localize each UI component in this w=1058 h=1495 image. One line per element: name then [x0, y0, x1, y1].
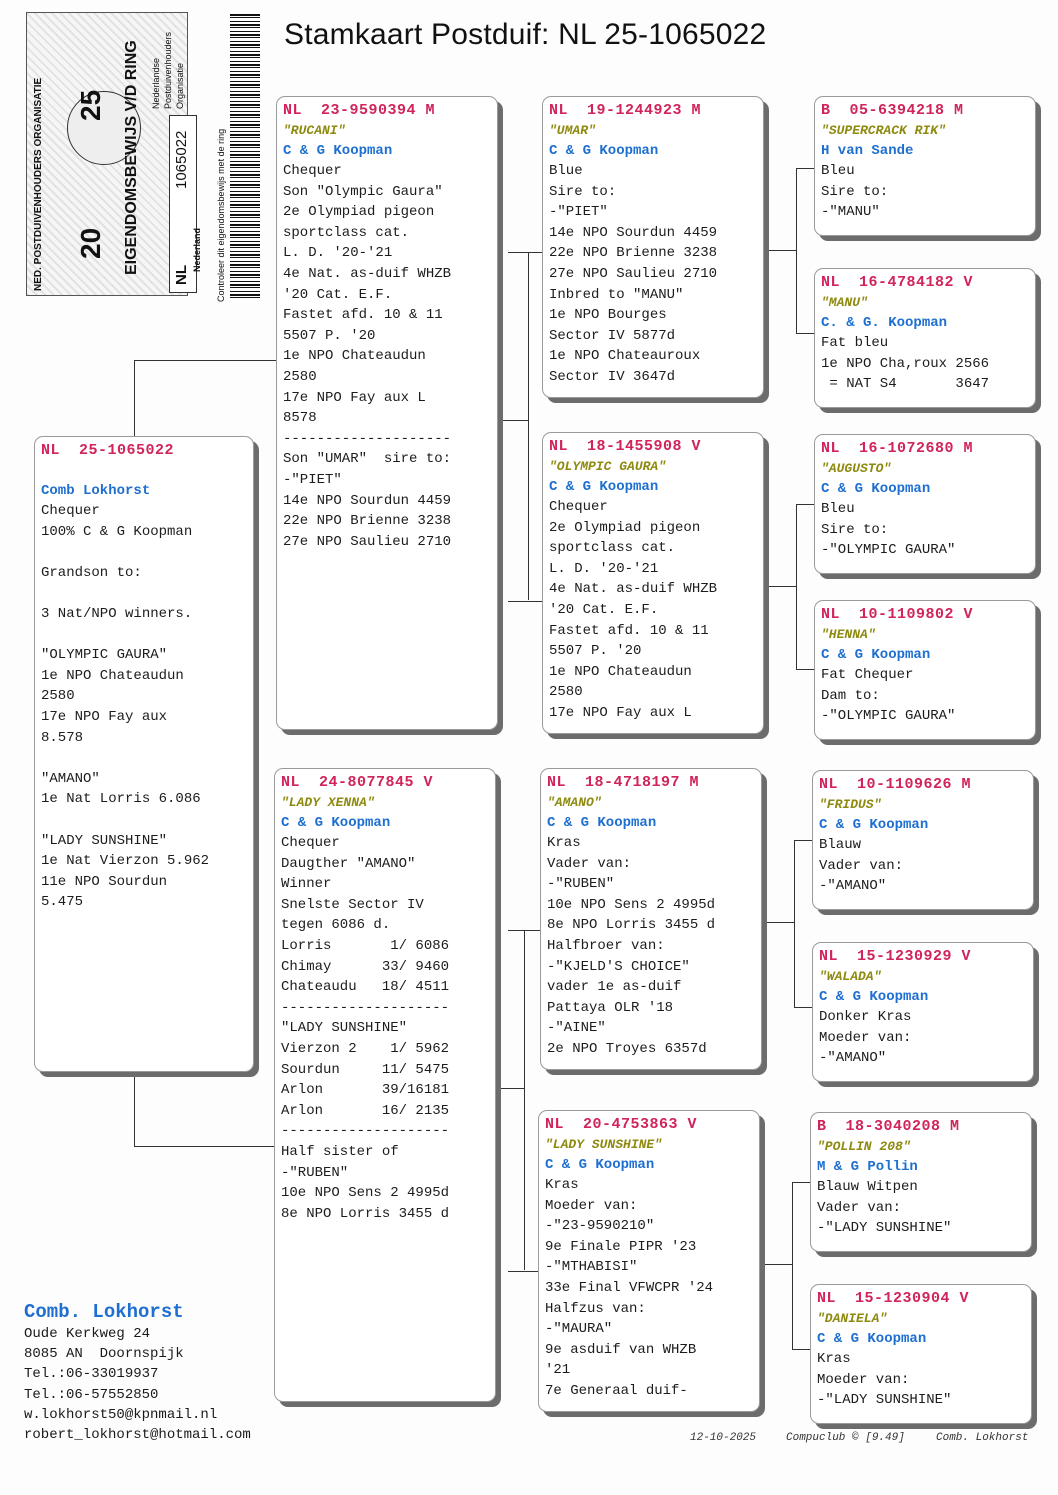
detail-line: Snelste Sector IV	[281, 896, 424, 913]
breeder-name: C & G Koopman	[283, 143, 393, 159]
detail-line: 8e NPO Lorris 3455 d	[281, 1205, 450, 1222]
detail-line: Dam to:	[821, 687, 880, 704]
ring-header: NL 25-1065022	[41, 442, 175, 459]
detail-line: Halfzus van:	[545, 1300, 646, 1317]
detail-line: 2e Olympiad pigeon	[549, 519, 701, 536]
detail-line: Winner	[281, 876, 332, 893]
detail-line: Moeder van:	[545, 1197, 638, 1214]
pigeon-card-ssd	[814, 268, 1036, 408]
pigeon-details	[817, 1177, 1025, 1239]
connector-gp3-stub	[762, 922, 794, 923]
detail-line: Moeder van:	[817, 1371, 910, 1388]
owner-name: Comb. Lokhorst	[24, 1301, 184, 1323]
pigeon-details	[821, 499, 1029, 561]
detail-line: --------------------	[281, 1123, 450, 1140]
address-line: 8085 AN Doornspijk	[24, 1346, 184, 1363]
pigeon-details	[819, 835, 1027, 897]
detail-line: Kras	[547, 835, 581, 851]
detail-line: Blauw	[819, 837, 862, 853]
detail-line: 1e NPO Chateaudun	[41, 667, 184, 684]
address-line: robert_lokhorst@hotmail.com	[24, 1427, 251, 1444]
ring-header: NL 23-9590394 M	[283, 102, 436, 119]
detail-line: 4e Nat. as-duif WHZB	[549, 581, 718, 598]
detail-line: Vierzon 2 1/ 5962	[281, 1040, 450, 1057]
connector-dam-stub	[498, 1088, 524, 1089]
pigeon-card-ss	[542, 96, 764, 398]
detail-line: Pattaya OLR '18	[547, 999, 674, 1016]
detail-line: 4e Nat. as-duif WHZB	[283, 265, 452, 282]
connector-sire-stub	[498, 420, 528, 421]
detail-line: 10e NPO Sens 2 4995d	[281, 1185, 450, 1202]
detail-line: '20 Cat. E.F.	[283, 286, 393, 303]
detail-line: Chateaudu 18/ 4511	[281, 979, 450, 996]
detail-line: 10e NPO Sens 2 4995d	[547, 896, 716, 913]
ring-header: NL 24-8077845 V	[281, 774, 434, 791]
pigeon-card-sds	[814, 434, 1036, 574]
pigeon-details	[283, 161, 491, 552]
pigeon-card-subject	[34, 436, 254, 1072]
ring-number: 1065022	[173, 130, 190, 189]
pigeon-card-sire	[276, 96, 498, 730]
detail-line: Sector IV 3647d	[549, 368, 676, 385]
detail-line: 8e NPO Lorris 3455 d	[547, 917, 716, 934]
detail-line: 9e asduif van WHZB	[545, 1341, 697, 1358]
ring-header: NL 18-4718197 M	[547, 774, 700, 791]
pigeon-details	[549, 161, 757, 388]
breeder-name: M & G Pollin	[817, 1159, 918, 1175]
detail-line: 100% C & G Koopman	[41, 523, 193, 540]
detail-line	[41, 810, 247, 831]
detail-line: Fastet afd. 10 & 11	[283, 307, 443, 324]
address-line: Tel.:06-33019937	[24, 1366, 159, 1383]
detail-line: Blauw Witpen	[817, 1179, 918, 1195]
detail-line: Half sister of	[281, 1143, 399, 1160]
detail-line: 17e NPO Fay aux L	[549, 704, 692, 721]
detail-line: "AMANO"	[41, 770, 100, 787]
detail-line: Son "Olympic Gaura"	[283, 183, 443, 200]
ring-legend-2: Postduivenhouders	[163, 31, 173, 109]
breeder-name: C & G Koopman	[819, 817, 929, 833]
detail-line: Chequer	[281, 835, 340, 851]
detail-line: 27e NPO Saulieu 2710	[549, 265, 718, 282]
ring-barcode	[230, 14, 260, 298]
breeder-name: C & G Koopman	[819, 989, 929, 1005]
pigeon-card-sdd	[814, 600, 1036, 740]
detail-line: = NAT S4 3647	[821, 376, 990, 393]
connector-gp4-stub	[760, 1264, 792, 1265]
detail-line: Son "UMAR" sire to:	[283, 451, 452, 468]
detail-line: Chimay 33/ 9460	[281, 958, 450, 975]
breeder-name: Comb Lokhorst	[41, 483, 151, 499]
pigeon-card-dd	[538, 1110, 760, 1412]
detail-line: sportclass cat.	[283, 224, 410, 241]
pigeon-name: "RUCANI"	[283, 123, 346, 138]
detail-line	[41, 542, 247, 563]
detail-line: -"LADY SUNSHINE"	[817, 1220, 952, 1237]
ring-header: B 18-3040208 M	[817, 1118, 960, 1135]
ring-country: NL	[173, 265, 190, 285]
pigeon-name: "FRIDUS"	[819, 797, 882, 812]
detail-line: 1e Nat Vierzon 5.962	[41, 853, 210, 870]
detail-line: -"AMANO"	[819, 1050, 887, 1067]
detail-line: Sire to:	[549, 183, 617, 200]
detail-line: 2580	[41, 688, 75, 705]
pigeon-card-dds	[810, 1112, 1032, 1252]
detail-line: -"AMANO"	[819, 878, 887, 895]
detail-line: sportclass cat.	[549, 540, 676, 557]
connector-gp2-stub	[764, 586, 796, 587]
detail-line: Kras	[545, 1177, 579, 1193]
detail-line: 1e Nat Lorris 6.086	[41, 791, 201, 808]
pigeon-details	[819, 1007, 1027, 1069]
connector-gp1-stub	[764, 250, 796, 251]
detail-line: Sire to:	[821, 183, 889, 200]
ring-control-text: Controleer dit eigendomsbewijs met de ring	[216, 128, 226, 302]
pigeon-card-sss	[814, 96, 1036, 236]
pigeon-details	[547, 833, 755, 1060]
detail-line: Fastet afd. 10 & 11	[549, 622, 709, 639]
pigeon-details	[817, 1349, 1025, 1411]
ring-header: NL 16-4784182 V	[821, 274, 974, 291]
detail-line: 33e Final VFWCPR '24	[545, 1279, 714, 1296]
detail-line: 2580	[549, 684, 583, 701]
detail-line: 1e NPO Bourges	[549, 307, 667, 324]
pigeon-details	[41, 501, 247, 913]
detail-line: 22e NPO Brienne 3238	[549, 245, 718, 262]
pigeon-card-sd	[542, 432, 764, 734]
detail-line: 1e NPO Cha,roux 2566	[821, 355, 990, 372]
detail-line: 11e NPO Sourdun	[41, 873, 168, 890]
pigeon-name: "LADY XENNA"	[281, 795, 375, 810]
detail-line	[41, 625, 247, 646]
pigeon-name: "MANU"	[821, 295, 868, 310]
detail-line: 9e Finale PIPR '23	[545, 1238, 697, 1255]
detail-line: Bleu	[821, 501, 855, 517]
breeder-name: C & G Koopman	[549, 479, 659, 495]
pigeon-details	[821, 665, 1029, 727]
pigeon-details	[545, 1175, 753, 1402]
detail-line: Daugther "AMANO"	[281, 855, 416, 872]
detail-line: Moeder van:	[819, 1029, 912, 1046]
ring-year-top: 25	[75, 89, 106, 121]
detail-line: 8.578	[41, 729, 84, 746]
connector-sire-parents-v	[528, 252, 529, 600]
detail-line: -"AINE"	[547, 1020, 606, 1037]
breeder-name: C & G Koopman	[821, 647, 931, 663]
detail-line: 14e NPO Sourdun 4459	[549, 224, 718, 241]
ring-header: NL 20-4753863 V	[545, 1116, 698, 1133]
ring-header: NL 18-1455908 V	[549, 438, 702, 455]
detail-line: Kras	[817, 1351, 851, 1367]
detail-line: -"23-9590210"	[545, 1218, 655, 1235]
detail-line: Inbred to "MANU"	[549, 286, 684, 303]
pigeon-name: "AUGUSTO"	[821, 461, 892, 476]
ring-legend-3: Organisatie	[175, 62, 185, 109]
breeder-name: C & G Koopman	[821, 481, 931, 497]
pigeon-name: "SUPERCRACK RIK"	[821, 123, 946, 138]
pigeon-name: "WALADA"	[819, 969, 882, 984]
connector-dam-parents-v	[524, 930, 525, 1270]
pigeon-details	[821, 333, 1029, 395]
detail-line: '21	[545, 1362, 571, 1379]
detail-line: 1e NPO Chateauroux	[549, 348, 701, 365]
pigeon-card-ds	[540, 768, 762, 1070]
pigeon-details	[821, 161, 1029, 223]
ring-header: NL 10-1109802 V	[821, 606, 974, 623]
detail-line: Sourdun 11/ 5475	[281, 1061, 450, 1078]
detail-line: 2580	[283, 368, 317, 385]
pigeon-name: "UMAR"	[549, 123, 596, 138]
ring-year-bottom: 20	[75, 227, 106, 259]
detail-line: -"PIET"	[283, 471, 342, 488]
address-line: Tel.:06-57552850	[24, 1386, 159, 1403]
breeder-name: C & G Koopman	[547, 815, 657, 831]
ring-legend-1: Nederlandse	[151, 57, 161, 109]
detail-line: Chequer	[283, 163, 342, 179]
pigeon-details	[281, 833, 489, 1224]
detail-line: 3 Nat/NPO winners.	[41, 605, 193, 622]
page-title: Stamkaart Postduif: NL 25-1065022	[284, 18, 767, 51]
detail-line: Chequer	[549, 499, 608, 515]
detail-line: 1e NPO Chateaudun	[549, 663, 692, 680]
detail-line: L. D. '20-'21	[283, 245, 393, 262]
ring-certificate	[26, 12, 274, 302]
pigeon-details	[549, 497, 757, 724]
detail-line: Vader van:	[819, 857, 904, 874]
ring-header: NL 15-1230929 V	[819, 948, 972, 965]
connector-subject-sire	[134, 360, 279, 441]
pigeon-card-dss	[812, 770, 1034, 910]
detail-line: "LADY SUNSHINE"	[281, 1020, 408, 1037]
detail-line: Grandson to:	[41, 564, 142, 581]
detail-line: -"LADY SUNSHINE"	[817, 1392, 952, 1409]
detail-line: Sector IV 5877d	[549, 327, 676, 344]
print-date: 12-10-2025	[690, 1432, 757, 1444]
pigeon-name: "POLLIN 208"	[817, 1139, 911, 1154]
pigeon-card-dsd	[812, 942, 1034, 1082]
breeder-name: C & G Koopman	[545, 1157, 655, 1173]
detail-line: L. D. '20-'21	[549, 560, 659, 577]
pigeon-name: "LADY SUNSHINE"	[545, 1137, 663, 1152]
detail-line: 14e NPO Sourdun 4459	[283, 492, 452, 509]
breeder-name: C & G Koopman	[549, 143, 659, 159]
detail-line: Arlon 16/ 2135	[281, 1102, 450, 1119]
connector-subject-dam	[134, 1072, 279, 1147]
pigeon-name: "HENNA"	[821, 627, 876, 642]
ring-header: B 05-6394218 M	[821, 102, 964, 119]
ring-header: NL 19-1244923 M	[549, 102, 702, 119]
pigeon-name: "DANIELA"	[817, 1311, 888, 1326]
detail-line: vader 1e as-duif	[547, 979, 682, 996]
ring-header: NL 15-1230904 V	[817, 1290, 970, 1307]
detail-line: -"KJELD'S CHOICE"	[547, 958, 690, 975]
ring-country-full: Nederland	[192, 227, 202, 272]
detail-line: Vader van:	[817, 1199, 902, 1216]
detail-line: 17e NPO Fay aux L	[283, 389, 426, 406]
breeder-name: C. & G. Koopman	[821, 315, 948, 331]
detail-line	[41, 583, 247, 604]
pigeon-card-ddd	[810, 1284, 1032, 1424]
ring-cert-text: EIGENDOMSBEWIJS V/D RING	[123, 40, 140, 275]
detail-line: "LADY SUNSHINE"	[41, 832, 168, 849]
detail-line: 8578	[283, 410, 317, 427]
connector-sire-parents-h	[508, 252, 544, 602]
owner-address	[24, 1300, 251, 1445]
detail-line: Fat bleu	[821, 335, 889, 351]
detail-line: -"RUBEN"	[281, 1164, 349, 1181]
detail-line: Donker Kras	[819, 1009, 912, 1025]
ring-certificate-card	[26, 12, 188, 296]
detail-line: tegen 6086 d.	[281, 917, 391, 934]
breeder-name: H van Sande	[821, 143, 914, 159]
pigeon-card-dam	[274, 768, 496, 1402]
detail-line: Arlon 39/16181	[281, 1082, 450, 1099]
detail-line: '20 Cat. E.F.	[549, 601, 659, 618]
detail-line: Vader van:	[547, 855, 632, 872]
address-line: w.lokhorst50@kpnmail.nl	[24, 1406, 218, 1423]
detail-line: -"OLYMPIC GAURA"	[821, 542, 956, 559]
detail-line: 5507 P. '20	[549, 643, 642, 660]
detail-line: -"OLYMPIC GAURA"	[821, 708, 956, 725]
footer-owner: Comb. Lokhorst	[936, 1432, 1029, 1444]
pigeon-name: "AMANO"	[547, 795, 602, 810]
detail-line: -"MANU"	[821, 204, 880, 221]
ring-org: NED. POSTDUIVENHOUDERS ORGANISATIE	[33, 77, 44, 291]
detail-line: -"MAURA"	[545, 1321, 613, 1338]
detail-line: Halfbroer van:	[547, 937, 665, 954]
detail-line: -"PIET"	[549, 204, 608, 221]
detail-line: --------------------	[283, 430, 452, 447]
pigeon-name-blank	[41, 461, 247, 481]
detail-line: 27e NPO Saulieu 2710	[283, 533, 452, 550]
pigeon-name: "OLYMPIC GAURA"	[549, 459, 667, 474]
detail-line: Fat Chequer	[821, 667, 914, 683]
breeder-name: C & G Koopman	[281, 815, 391, 831]
address-lines	[24, 1324, 251, 1445]
detail-line: Bleu	[821, 163, 855, 179]
detail-line	[41, 748, 247, 769]
breeder-name: C & G Koopman	[817, 1331, 927, 1347]
detail-line: 22e NPO Brienne 3238	[283, 513, 452, 530]
detail-line: 7e Generaal duif-	[545, 1382, 688, 1399]
address-line: Oude Kerkweg 24	[24, 1326, 151, 1342]
detail-line: 5.475	[41, 894, 84, 911]
detail-line: 17e NPO Fay aux	[41, 708, 168, 725]
detail-line: Lorris 1/ 6086	[281, 937, 450, 954]
detail-line: 1e NPO Chateaudun	[283, 348, 426, 365]
detail-line: Blue	[549, 163, 583, 179]
detail-line: 2e NPO Troyes 6357d	[547, 1040, 707, 1057]
detail-line: "OLYMPIC GAURA"	[41, 647, 168, 664]
ring-header: NL 16-1072680 M	[821, 440, 974, 457]
detail-line: 2e Olympiad pigeon	[283, 204, 435, 221]
detail-line: --------------------	[281, 999, 450, 1016]
ring-header: NL 10-1109626 M	[819, 776, 972, 793]
detail-line: 5507 P. '20	[283, 327, 376, 344]
software-credit: Compuclub © [9.49]	[786, 1432, 905, 1444]
detail-line: Sire to:	[821, 521, 889, 538]
detail-line: -"RUBEN"	[547, 876, 615, 893]
detail-line: -"MTHABISI"	[545, 1259, 638, 1276]
detail-line: Chequer	[41, 503, 100, 519]
